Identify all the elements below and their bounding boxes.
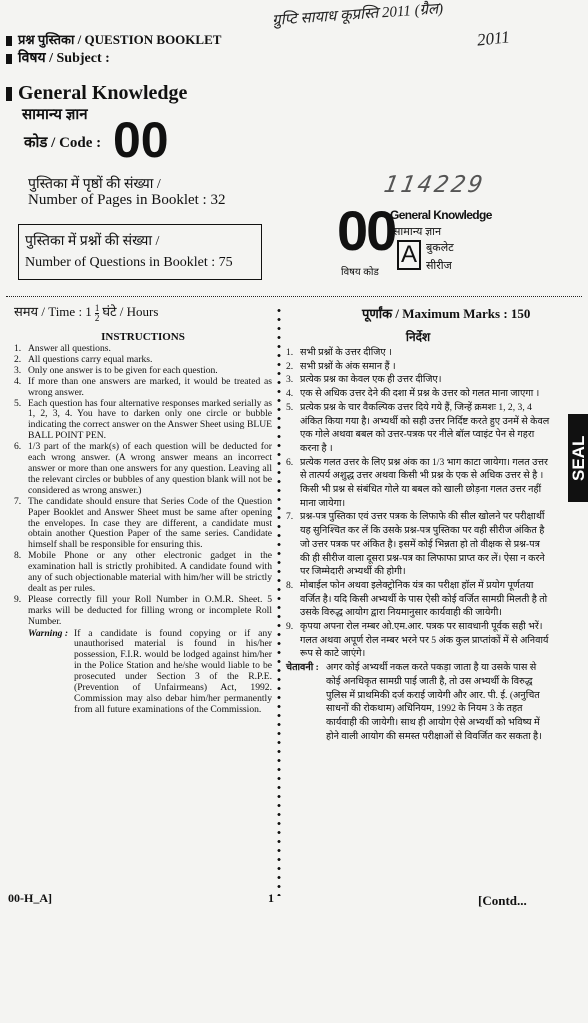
instruction-hindi-item-text: कृपया अपना रोल नम्बर ओ.एम.आर. पत्रक पर सावधानी पूर्वक सही भरें। गलत अथवा अपूर्ण रोल नम्बर भरने पर 5 अंक कुल प्राप्तांकों में से अनिवार्य रूप से काटे जाएंगे। (300, 621, 549, 660)
booklet-series-label-2: सीरीज (426, 260, 452, 272)
instruction-item-number: 8. (14, 550, 22, 562)
instruction-item (14, 442, 272, 497)
instruction-item-text: If more than one answers are marked, it would be treated as wrong answer. (28, 375, 272, 398)
instruction-item-number: 5. (14, 397, 22, 409)
instruction-hindi-item (286, 620, 550, 661)
pages-count (28, 192, 225, 209)
instruction-item-text: Each question has four alternative responses marked serially as 1, 2, 3, 4. You have to darken only one circle or bubble indicating the correct answer on the Answer Sheet using BLUE BALL POINT PEN. (28, 397, 272, 442)
instruction-item (14, 399, 272, 443)
warning-label: Warning : (28, 627, 69, 639)
instruction-hindi-item-text: सभी प्रश्नों के उत्तर दीजिए । (300, 347, 392, 358)
series-letter-box (397, 240, 421, 270)
time-fraction (95, 304, 100, 323)
time-label-text: समय / Time : 1 (14, 304, 92, 319)
instruction-hindi-item-text: प्रत्येक गलत उत्तर के लिए प्रश्न अंक का 1/3 भाग काटा जायेगा। गलत उत्तर से तात्पर्य अशुद्ध उत्तर अथवा किसी भी प्रश्न के एक से अधिक उत्तर से है । किसी भी प्रश्न से संबंधित गोले या बबल को खाली छोड़ना गलत उत्तर नहीं माना जायेगा। (300, 456, 548, 509)
series-letter: A (400, 241, 417, 268)
warning-block-hindi (286, 661, 550, 743)
handwritten-line-2: 2011 (476, 27, 511, 50)
instruction-hindi-item (286, 387, 550, 401)
time-frac-num: 1 (94, 302, 100, 313)
header-divider (6, 296, 582, 297)
questions-count-box (18, 224, 262, 280)
warning-text: If a candidate is found copying or if any unauthorised material is found in his/her possession, F.I.R. would be lodged against him/her in the Police Station and he/she would liable to be prosecuted under Section 3 of the R.P.E. (Prevention of Unfairmeans) Act, 1992. Commission may also debar him/her permanently from all future examinations of the Commission. (74, 627, 272, 715)
instruction-item-text: Only one answer is to be given for each question. (28, 364, 218, 376)
subject-hindi: सामान्य ज्ञान (22, 107, 88, 123)
instruction-hindi-item-text: प्रश्न-पत्र पुस्तिका एवं उत्तर पत्रक के लिफाफे की सील खोलने पर परीक्षार्थी यह सुनिश्चित कर लें कि उसके प्रश्न-पत्र पुस्तिका पर वही सीरीज अंकित है जो उत्तर पत्रक पर अंकित है। इसमें कोई भिन्नता हो तो वीक्षक से प्रश्न-पत्र की ही सीरीज वाला दूसरा प्रश्न-पत्र का लिफाफा प्राप्त कर लें। ऐसा न करने पर जिम्मेदारी अभ्यर्थी की होगी। (300, 511, 545, 578)
instruction-hindi-item (286, 401, 550, 456)
instruction-hindi-item-number: 5. (286, 401, 294, 413)
instruction-item (14, 497, 272, 552)
instructions-english (14, 331, 272, 716)
instruction-item-text: 1/3 part of the mark(s) of each question will be deducted for each wrong answer. (A wrong answer means an incorrect answer or more than one answers for any question. Leaving all the relevant circles or bubbles of any question blank will not be considered as wrong answer.) (28, 441, 272, 496)
instructions-title: INSTRUCTIONS (101, 331, 185, 343)
instruction-item-number: 3. (14, 364, 22, 376)
instruction-item-number: 4. (14, 375, 22, 387)
page-number: 1 (268, 891, 274, 905)
questions-count: Number of Questions in Booklet : 75 (25, 255, 233, 270)
pages-count-text: Number of Pages in Booklet : 32 (28, 192, 226, 208)
code-value: 00 (113, 112, 169, 168)
subject-label-text: विषय / Subject : (18, 51, 110, 66)
seal-tab: SEAL (568, 414, 588, 502)
instructions-hindi (286, 331, 550, 743)
instruction-hindi-item-number: 4. (286, 388, 294, 400)
instruction-hindi-item-text: सभी प्रश्नों के अंक समान हैं । (300, 360, 396, 372)
subject-title-text: General Knowledge (18, 82, 188, 104)
instruction-item (14, 377, 272, 399)
instruction-item-text: Mobile Phone or any other electronic gadget in the examination hall is strictly prohibited. A candidate found with any of such objectionable material with him/her will be strictly dealt as per rules. (28, 550, 272, 594)
serial-number: 114229 (381, 172, 488, 198)
instruction-hindi-item-number: 2. (286, 360, 294, 372)
instruction-hindi-item-number: 6. (286, 456, 294, 468)
instruction-hindi-item (286, 346, 550, 360)
booklet-label (6, 30, 221, 48)
handwritten-line-1: ग्रुप्टि सायाध कूप्रस्ति 2011 (ग्रैल) (271, 1, 444, 29)
instruction-hindi-item (286, 373, 550, 387)
instruction-item-number: 7. (14, 495, 22, 507)
instruction-hindi-item-text: एक से अधिक उत्तर देने की दशा में प्रश्न के उत्तर को गलत माना जाएगा । (300, 388, 540, 400)
continued-label: [Contd... (478, 893, 527, 908)
instruction-hindi-item (286, 456, 550, 511)
max-marks: पूर्णांक / Maximum Marks : 150 (362, 306, 531, 321)
booklet-label-text: प्रश्न पुस्तिका / QUESTION BOOKLET (18, 32, 222, 47)
instruction-hindi-item-number: 8. (286, 579, 294, 591)
instruction-hindi-item-text: प्रत्येक प्रश्न का केवल एक ही उत्तर दीजिए। (300, 374, 442, 386)
right-subject-hi: सामान्य ज्ञान (393, 226, 442, 238)
instruction-item-number: 1. (14, 343, 22, 354)
instruction-item-number: 6. (14, 441, 22, 453)
instruction-hindi-item-number: 7. (286, 511, 294, 523)
column-divider (277, 306, 281, 896)
subject-label (6, 48, 110, 67)
subject-code-label: विषय कोड (341, 267, 379, 278)
instructions-list (14, 344, 272, 628)
questions-label-hindi: पुस्तिका में प्रश्नों की संख्या / (25, 234, 160, 249)
instruction-item-number: 9. (14, 593, 22, 605)
instruction-hindi-item-number: 1. (286, 347, 294, 358)
instruction-hindi-item (286, 360, 550, 374)
instruction-item (14, 551, 272, 595)
warning-block (14, 629, 272, 716)
time-label (14, 302, 158, 323)
big-code: 00 (337, 199, 396, 262)
instruction-hindi-item (286, 579, 550, 620)
handwritten-note (272, 2, 572, 52)
instruction-hindi-item (286, 510, 550, 579)
footer-code: 00-H_A] (8, 891, 52, 905)
instruction-hindi-item-text: प्रत्येक प्रश्न के चार वैकल्पिक उत्तर दिये गये हैं, जिन्हें क्रमशः 1, 2, 3, 4 अंकित किया गया है। अभ्यर्थी को सही उत्तर निर्दिष्ट करते हुए उनमें से केवल एक गोले अथवा बबल को उत्तर-पत्रक पर नीले बॉल प्वाइंट पेन से गहरा करना है । (300, 401, 550, 454)
instruction-item-text: The candidate should ensure that Series Code of the Question Paper Booklet and Answer Sheet must be same after opening the envelopes. In case they are different, a candidate must obtain another Question Paper of the same series. Candidate himself shall be responsible for ensuring this. (28, 495, 272, 551)
right-subject-en: General Knowledge (390, 208, 492, 222)
pages-label-hindi: पुस्तिका में पृष्ठों की संख्या / (28, 177, 161, 192)
booklet-series-label-1: बुकलेट (426, 242, 454, 254)
code-label: कोड / Code : (24, 135, 102, 151)
warning-text-hindi: अगर कोई अभ्यर्थी नकल करते पकड़ा जाता है या उसके पास से कोई अनधिकृत सामग्री पाई जाती है, तो उस अभ्यर्थी के विरुद्ध पुलिस में प्राथमिकी दर्ज कराई जायेगी और आर. पी. ई. (अनुचित साधनों की रोकथाम) अधिनियम, 1992 के नियम 3 के तहत कार्यवाही की जायेगी। साथ ही आयोग ऐसे अभ्यर्थी को भविष्य में होने वाली आयोग की समस्त परीक्षाओं से विवर्जित कर सकता है। (326, 662, 542, 742)
warning-label-hindi: चेतावनी : (286, 662, 319, 674)
time-frac-den: 2 (94, 312, 100, 323)
instruction-hindi-item-number: 3. (286, 374, 294, 386)
instruction-hindi-item-text: मोबाईल फोन अथवा इलेक्ट्रोनिक यंत्र का परीक्षा हॉल में प्रयोग पूर्णतया वर्जित है। यदि किसी अभ्यर्थी के पास ऐसी कोई वर्जित सामग्री मिलती है तो उसके विरुद्ध आयोग द्वारा नियमानुसार कार्यवाही की जायेगी। (300, 579, 548, 619)
instruction-item-number: 2. (14, 353, 22, 365)
instructions-list-hindi (286, 346, 550, 661)
instructions-title-hindi: निर्देश (405, 330, 431, 344)
instruction-item (14, 595, 272, 628)
time-unit: घंटे / Hours (102, 304, 159, 319)
instruction-hindi-item-number: 9. (286, 621, 294, 633)
instruction-item-text: All questions carry equal marks. (28, 353, 153, 365)
instruction-item-text: Answer all questions. (28, 343, 111, 354)
subject-title (6, 82, 187, 105)
instruction-item-text: Please correctly fill your Roll Number in O.M.R. Sheet. 5 marks will be deducted for filling wrong or incomplete Roll Number. (28, 593, 272, 627)
